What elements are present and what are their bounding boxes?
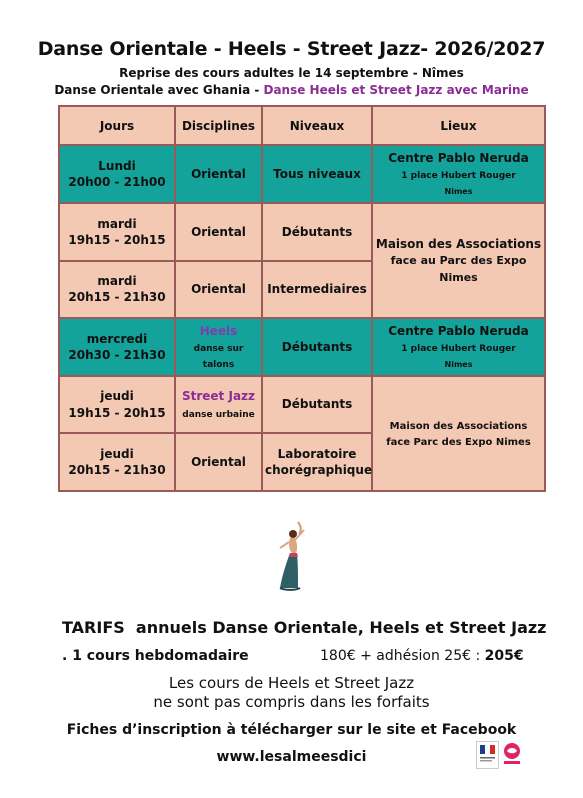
table-row <box>59 145 545 203</box>
price-total: 205€ <box>484 648 524 664</box>
tarifs-label: TARIFS <box>62 618 125 637</box>
place-address: face Parc des Expo Nimes <box>386 437 531 449</box>
tarifs-text: annuels Danse Orientale, Heels et Street Jazz <box>135 618 547 637</box>
place-address: 1 place Hubert Rouger <box>401 343 516 354</box>
place-name: Maison des Associations <box>389 420 528 432</box>
day-label: mardi <box>97 216 137 231</box>
note-line-1: Les cours de Heels et Street Jazz <box>168 674 415 692</box>
discipline-sub: danse sur talons <box>193 343 244 371</box>
discipline-sub: danse urbaine <box>182 409 255 420</box>
level-cell <box>262 433 372 491</box>
teachers-line <box>0 83 583 97</box>
discipline-cell: Oriental <box>175 261 262 319</box>
table-row <box>59 203 545 261</box>
table-header-row <box>59 106 545 145</box>
time-label: 20h00 - 21h00 <box>68 175 166 190</box>
header-lieux: Lieux <box>372 106 545 145</box>
day-cell <box>59 203 175 261</box>
level-line: chorégraphique <box>265 463 373 478</box>
day-cell <box>59 318 175 376</box>
day-label: jeudi <box>100 389 134 404</box>
discipline-cell <box>175 318 262 376</box>
belly-dancer-illustration <box>268 520 316 592</box>
header-niveaux: Niveaux <box>262 106 372 145</box>
place-city: Nimes <box>444 187 473 197</box>
discipline-cell: Oriental <box>175 433 262 491</box>
discipline-cell: Oriental <box>175 203 262 261</box>
day-label: jeudi <box>100 447 134 461</box>
day-cell <box>59 376 175 434</box>
time-label: 19h15 - 20h15 <box>68 232 166 247</box>
schedule-table <box>58 105 546 492</box>
place-address: 1 place Hubert Rouger <box>401 171 516 182</box>
price-line <box>320 648 524 664</box>
place-cell <box>372 318 545 376</box>
course-frequency: . 1 cours hebdomadaire <box>62 648 249 664</box>
day-label: mardi <box>97 274 137 289</box>
time-label: 20h30 - 21h30 <box>68 347 166 362</box>
place-name: Centre Pablo Neruda <box>388 150 529 165</box>
tarifs-heading <box>62 618 546 637</box>
table-row <box>59 318 545 376</box>
level-cell: Débutants <box>262 203 372 261</box>
website-link[interactable]: www.lesalmeesdici <box>216 749 367 765</box>
time-label: 20h15 - 21h30 <box>68 290 166 305</box>
day-cell <box>59 145 175 203</box>
place-name: Maison des Associations <box>375 236 542 251</box>
place-cell <box>372 376 545 491</box>
level-cell: Intermediaires <box>262 261 372 319</box>
header-jours: Jours <box>59 106 175 145</box>
level-cell: Débutants <box>262 318 372 376</box>
place-city: Nimes <box>439 270 478 284</box>
price-detail: 180€ + adhésion 25€ : <box>320 648 485 664</box>
day-label: mercredi <box>86 331 148 346</box>
day-cell <box>59 261 175 319</box>
resumption-subtitle: Reprise des cours adultes le 14 septembre - Nîmes <box>119 66 464 80</box>
discipline-label: Street Jazz <box>181 389 256 404</box>
discipline-label: Heels <box>199 323 238 338</box>
note-line-2: ne sont pas compris dans les forfaits <box>153 693 430 711</box>
discipline-cell <box>175 376 262 434</box>
table-row <box>59 376 545 434</box>
page-title: Danse Orientale - Heels - Street Jazz- 2026/2027 <box>37 38 546 60</box>
level-cell: Débutants <box>262 376 372 434</box>
registration-forms-note: Fiches d’inscription à télécharger sur le site et Facebook <box>66 722 517 738</box>
header-disciplines: Disciplines <box>175 106 262 145</box>
place-city: Nimes <box>444 360 473 370</box>
place-cell <box>372 145 545 203</box>
nimes-logo <box>500 741 524 767</box>
republique-francaise-logo <box>476 741 499 769</box>
place-name: Centre Pablo Neruda <box>388 323 529 338</box>
discipline-cell: Oriental <box>175 145 262 203</box>
day-label: Lundi <box>98 159 136 174</box>
place-cell <box>372 203 545 318</box>
teacher-ghania: Danse Orientale avec Ghania - <box>54 83 264 97</box>
teacher-marine: Danse Heels et Street Jazz avec Marine <box>263 83 529 97</box>
level-cell: Tous niveaux <box>262 145 372 203</box>
time-label: 20h15 - 21h30 <box>68 463 166 478</box>
level-line: Laboratoire <box>277 447 357 461</box>
time-label: 19h15 - 20h15 <box>68 405 166 420</box>
place-address: face au Parc des Expo <box>390 253 527 267</box>
day-cell <box>59 433 175 491</box>
